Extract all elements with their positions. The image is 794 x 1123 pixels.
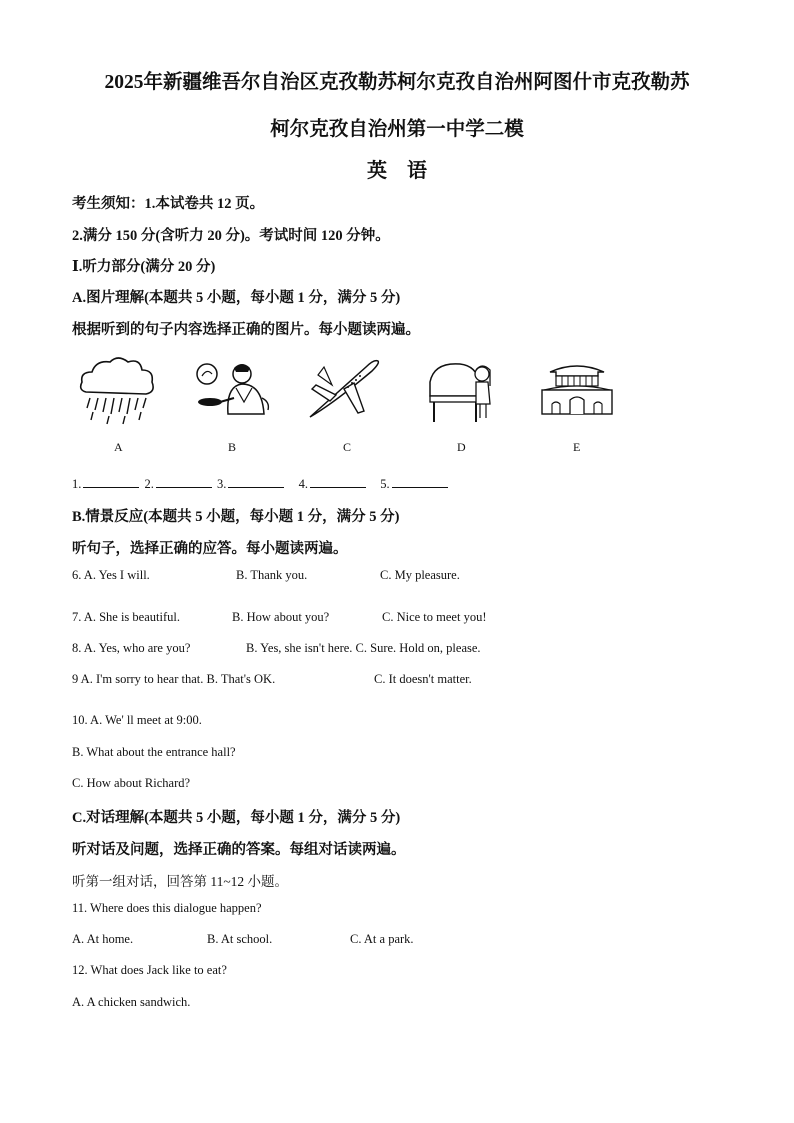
q12-option-a: A. A chicken sandwich.: [72, 995, 191, 1009]
q8-option-a: 8. A. Yes, who are you?: [72, 641, 191, 655]
q7-option-a: 7. A. She is beautiful.: [72, 610, 180, 624]
answer-blank-2[interactable]: [156, 475, 212, 488]
picture-letter-e: E: [573, 440, 581, 454]
picture-letter-d: D: [457, 440, 466, 454]
q11-option-b: B. At school.: [207, 932, 273, 946]
blank-label-3: 3.: [217, 477, 227, 491]
q6-option-a: 6. A. Yes I will.: [72, 568, 150, 582]
section-c-heading: C.对话理解(本题共 5 小题，每小题 1 分，满分 5 分): [72, 810, 401, 826]
q7-option-c: C. Nice to meet you!: [382, 610, 487, 624]
picture-letter-a: A: [114, 440, 123, 454]
picture-letter-c: C: [343, 440, 352, 454]
rain-cloud-icon: [76, 352, 158, 432]
piano-girl-icon: [424, 356, 496, 424]
section-a-heading: A.图片理解(本题共 5 小题，每小题 1 分，满分 5 分): [72, 290, 401, 306]
answer-blanks-row: [72, 475, 450, 492]
q6-option-b: B. Thank you.: [236, 568, 308, 582]
chef-cooking-icon: [192, 358, 274, 420]
q9-option-c: C. It doesn't matter.: [374, 672, 472, 686]
q6-option-c: C. My pleasure.: [380, 568, 460, 582]
blank-label-1: 1.: [72, 477, 82, 491]
q10-option-a: 10. A. We' ll meet at 9:00.: [72, 713, 202, 727]
notice-line2: 2.满分 150 分(含听力 20 分)。考试时间 120 分钟。: [72, 228, 390, 244]
picture-letter-b: B: [228, 440, 237, 454]
answer-blank-4[interactable]: [310, 475, 366, 488]
answer-blank-5[interactable]: [392, 475, 448, 488]
q11-option-a: A. At home.: [72, 932, 134, 946]
section-a-instruction: 根据听到的句子内容选择正确的图片。每小题读两遍。: [72, 322, 420, 338]
section-b-instruction: 听句子，选择正确的应答。每小题读两遍。: [72, 541, 348, 557]
section-b-heading: B.情景反应(本题共 5 小题，每小题 1 分，满分 5 分): [72, 509, 400, 525]
q11-question: 11. Where does this dialogue happen?: [72, 901, 262, 915]
q8-option-bc: B. Yes, she isn't here. C. Sure. Hold on, please.: [246, 641, 481, 655]
section-c-instruction: 听对话及问题，选择正确的答案。每组对话读两遍。: [72, 842, 406, 858]
tiananmen-icon: [536, 356, 618, 418]
q11-option-c: C. At a park.: [350, 932, 414, 946]
exam-title-line1: 2025年新疆维吾尔自治区克孜勒苏柯尔克孜自治州阿图什市克孜勒苏: [104, 72, 690, 93]
q10-option-c: C. How about Richard?: [72, 776, 191, 790]
blank-label-4: 4.: [298, 477, 308, 491]
part1-heading: Ⅰ.听力部分(满分 20 分): [72, 259, 216, 275]
exam-title-line2: 柯尔克孜自治州第一中学二模: [270, 119, 524, 140]
airplane-icon: [304, 355, 384, 423]
subject-title: 英 语: [367, 160, 427, 182]
q12-question: 12. What does Jack like to eat?: [72, 963, 227, 977]
q9-option-ab: 9 A. I'm sorry to hear that. B. That's OK.: [72, 672, 276, 686]
group1-instruction: 听第一组对话，回答第 11~12 小题。: [72, 874, 289, 889]
q10-option-b: B. What about the entrance hall?: [72, 745, 236, 759]
blank-label-2: 2.: [144, 477, 154, 491]
answer-blank-1[interactable]: [83, 475, 139, 488]
answer-blank-3[interactable]: [228, 475, 284, 488]
blank-label-5: 5.: [380, 477, 390, 491]
notice-line1: 考生须知：1.本试卷共 12 页。: [72, 196, 265, 212]
q7-option-b: B. How about you?: [232, 610, 330, 624]
